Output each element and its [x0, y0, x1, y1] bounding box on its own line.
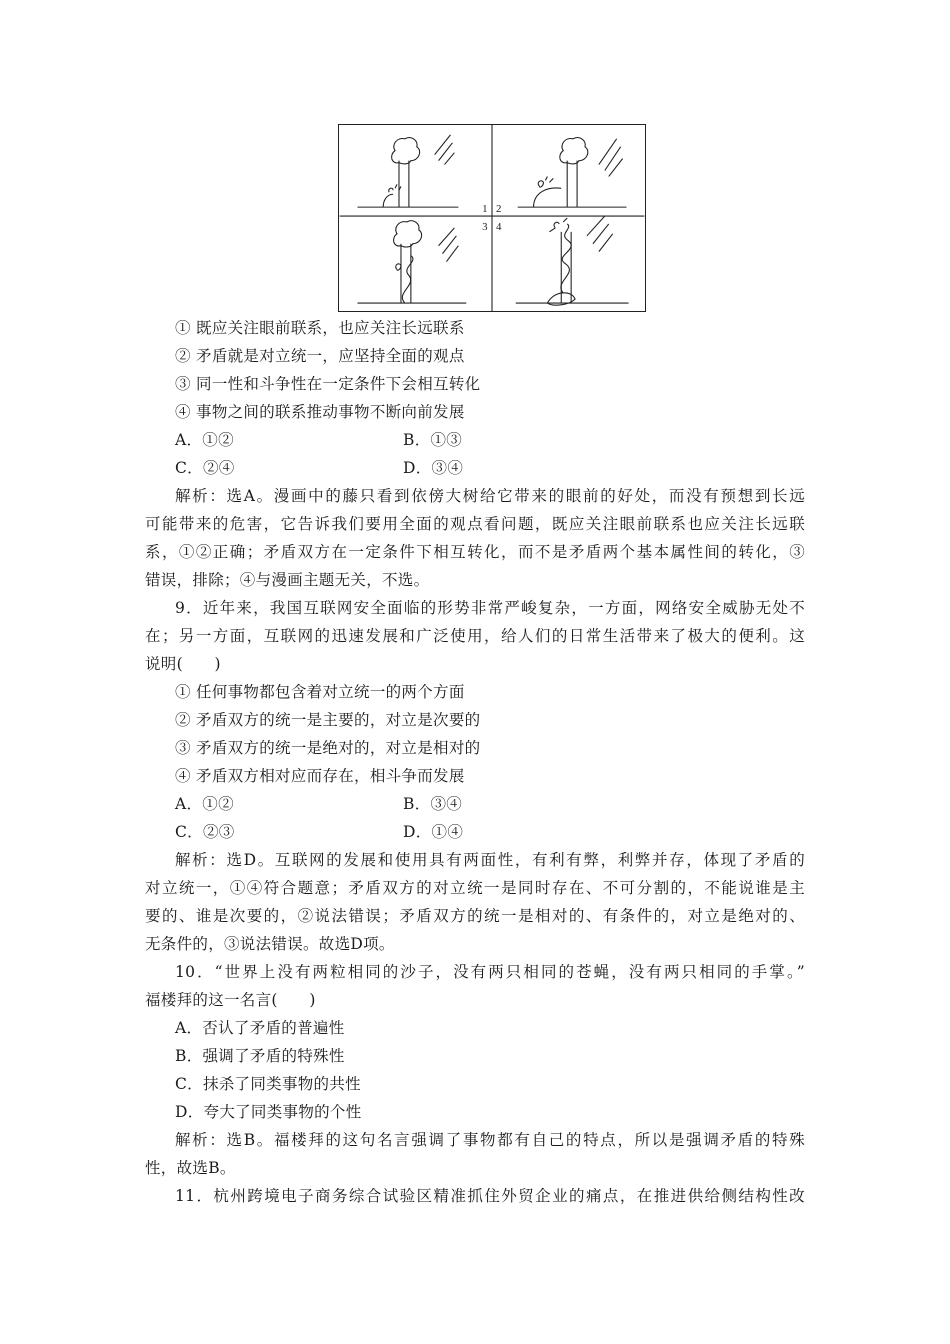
q9-choice-c: C．②③ — [175, 823, 235, 841]
panel-4-drawing — [516, 216, 629, 305]
q8-option-4: ④ 事物之间的联系推动事物不断向前发展 — [175, 403, 465, 421]
q9-analysis-line-2: 对立统一，①④符合题意；矛盾双方的对立统一是同时存在、不可分割的，不能说谁是主 — [145, 879, 805, 897]
q10-stem-line-2: 福楼拜的这一名言( ) — [145, 991, 316, 1009]
q10-analysis-line-1: 解析：选B。福楼拜的这句名言强调了事物都有自己的特点，所以是强调矛盾的特殊 — [175, 1131, 805, 1149]
q9-choice-d: D．①④ — [403, 823, 464, 841]
panel-3-drawing — [357, 221, 466, 303]
q9-choice-b: B．③④ — [403, 795, 463, 813]
panel-number-2: 2 — [495, 203, 502, 216]
q10-choice-b: B．强调了矛盾的特殊性 — [175, 1047, 345, 1065]
q10-choice-c: C．抹杀了同类事物的共性 — [175, 1075, 361, 1093]
panel-2-drawing — [518, 138, 627, 208]
q9-option-3: ③ 矛盾双方的统一是绝对的，对立是相对的 — [175, 739, 481, 757]
q9-option-4: ④ 矛盾双方相对应而存在，相斗争而发展 — [175, 767, 465, 785]
q8-analysis-line-3: 系，①②正确；矛盾双方在一定条件下相互转化，而不是矛盾两个基本属性间的转化，③ — [145, 543, 805, 561]
q9-choice-a: A．①② — [175, 795, 234, 813]
cartoon-figure — [338, 124, 646, 312]
q10-choice-d: D．夸大了同类事物的个性 — [175, 1103, 362, 1121]
q8-choice-a: A．①② — [175, 431, 234, 449]
panel-number-1: 1 — [482, 203, 488, 216]
q8-choice-d: D．③④ — [403, 459, 464, 477]
q8-option-1: ① 既应关注眼前联系，也应关注长远联系 — [175, 319, 465, 337]
q10-choice-a: A．否认了矛盾的普遍性 — [175, 1019, 345, 1037]
panel-number-4: 4 — [495, 220, 502, 233]
q8-analysis-line-1: 解析：选A。漫画中的藤只看到依傍大树给它带来的眼前的好处，而没有预想到长远 — [175, 487, 805, 505]
q11-stem-line-1: 11．杭州跨境电子商务综合试验区精准抓住外贸企业的痛点，在推进供给侧结构性改 — [175, 1187, 805, 1205]
q8-choice-b: B．①③ — [403, 431, 463, 449]
q9-analysis-line-3: 要的、谁是次要的，②说法错误；矛盾双方的统一是相对的、有条件的，对立是绝对的、 — [145, 907, 805, 925]
q9-stem-line-2: 在；另一方面，互联网的迅速发展和广泛使用，给人们的日常生活带来了极大的便利。这 — [145, 627, 805, 645]
q8-choice-c: C．②④ — [175, 459, 235, 477]
q10-stem-line-1: 10．“世界上没有两粒相同的沙子，没有两只相同的苍蝇，没有两只相同的手掌。” — [175, 963, 805, 981]
cartoon-drawing — [339, 125, 645, 311]
q9-stem-line-1: 9．近年来，我国互联网安全面临的形势非常严峻复杂，一方面，网络安全威胁无处不 — [175, 599, 805, 617]
panel-number-3: 3 — [482, 220, 488, 233]
q9-stem-line-3: 说明( ) — [145, 655, 221, 673]
q10-analysis-line-2: 性，故选B。 — [145, 1159, 236, 1177]
q9-analysis-line-4: 无条件的，③说法错误。故选D项。 — [145, 935, 395, 953]
q9-option-1: ① 任何事物都包含着对立统一的两个方面 — [175, 683, 465, 701]
q8-analysis-line-4: 错误，排除；④与漫画主题无关，不选。 — [145, 571, 430, 589]
q9-analysis-line-1: 解析：选D。互联网的发展和使用具有两面性，有利有弊，利弊并存，体现了矛盾的 — [175, 851, 805, 869]
panel-1-drawing — [357, 135, 458, 207]
q8-analysis-line-2: 可能带来的危害，它告诉我们要用全面的观点看问题，既应关注眼前联系也应关注长远联 — [145, 515, 805, 533]
q9-option-2: ② 矛盾双方的统一是主要的，对立是次要的 — [175, 711, 481, 729]
q8-option-3: ③ 同一性和斗争性在一定条件下会相互转化 — [175, 375, 481, 393]
q8-option-2: ② 矛盾就是对立统一，应坚持全面的观点 — [175, 347, 465, 365]
